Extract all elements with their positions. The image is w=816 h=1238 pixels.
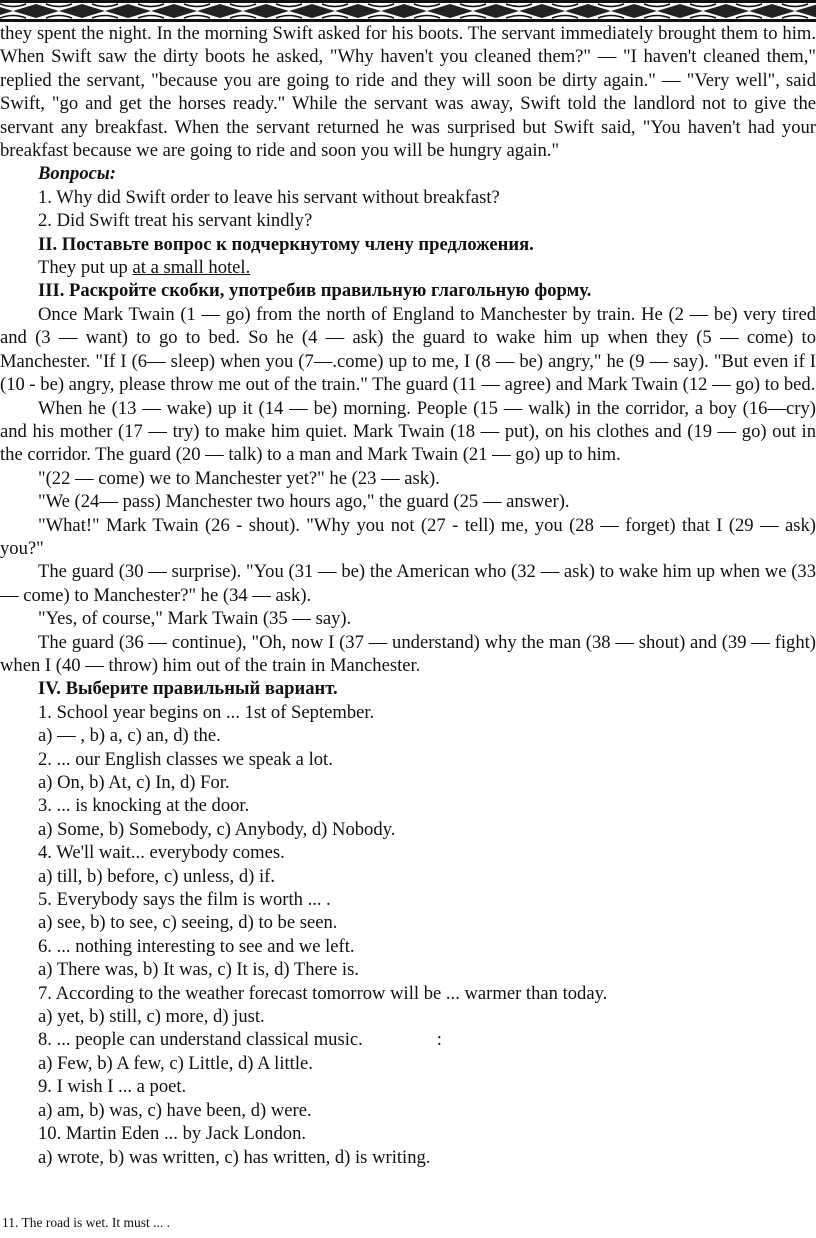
underlined-phrase: at a small hotel.	[132, 257, 251, 279]
choice-options: a) Some, b) Somebody, c) Anybody, d) Nobody.	[38, 818, 396, 840]
border-pattern	[0, 0, 816, 22]
choice-question: 5. Everybody says the film is worth ... .	[38, 889, 331, 911]
section-2-sentence	[0, 256, 816, 279]
choice-question: 10. Martin Eden ... by Jack London.	[38, 1123, 307, 1145]
choice-options: a) am, b) was, c) have been, d) were.	[38, 1099, 312, 1121]
choice-options: a) On, b) At, c) In, d) For.	[38, 772, 230, 793]
exercise-paragraph-1: Once Mark Twain (1 — go) from the north of England to Manchester by train. He (2 — be) very tired and (3 — want) to go to bed. So he (4 — ask) the guard to wake him up when they (5 — come) to Manchester. "If I (6— sleep) when you (7—.come) up to me, I (8 — be) angry," he (9 — say). "But even if I (10 - be) angry, please throw me out of the train." The guard (11 — agree) and Mark Twain (12 — go) to bed.	[0, 303, 816, 396]
decorative-top-border	[0, 0, 816, 22]
choice-question-11: 11. The road is wet. It must ... .	[2, 1215, 170, 1230]
choice-question: 7. According to the weather forecast tomorrow will be ... warmer than today.	[38, 982, 608, 1004]
choice-options: a) wrote, b) was written, c) has written, d) is writing.	[38, 1146, 431, 1168]
choice-question-with-colon	[0, 1028, 816, 1051]
questions-heading	[0, 162, 816, 185]
exercise-paragraph-2: When he (13 — wake) up it (14 — be) morning. People (15 — walk) in the corridor, a boy (16—cry) and his mother (17 — try) to make him quiet. Mark Twain (18 — put), on his clothes and (19 — go) out in the corridor. The guard (20 — talk) to a man and Mark Twain (21 — go) up to him.	[0, 397, 816, 466]
story-continuation: they spent the night. In the morning Swift asked for his boots. The servant immediately brought them to him. When Swift saw the dirty boots he asked, "Why haven't you cleaned them?" — "I haven't cleaned them," replied the servant, "because you are going to ride and they will soon be dirty again." — "Very well", said Swift, "go and get the horses ready." While the servant was away, Swift told the landlord not to give the servant any breakfast. When the servant returned he was surprised but Swift said, "You haven't had your breakfast because we are going to ride and soon you will be hungry again."	[0, 23, 816, 162]
section-4-heading: IV. Выберите правильный вариант.	[38, 678, 338, 700]
section-2-heading: II. Поставьте вопрос к подчеркнутому члену предложения.	[38, 233, 534, 255]
choice-list	[0, 701, 816, 1169]
questions-heading-text: Вопросы:	[38, 163, 116, 185]
exercise-paragraph-6: The guard (30 — surprise). "You (31 — be) the American who (32 — ask) to wake him up when we (33 — come) to Manchester?" he (34 — ask).	[0, 561, 816, 606]
choice-options: a) There was, b) It was, c) It is, d) There is.	[38, 959, 359, 981]
section-3-heading: III. Раскройте скобки, употребив правильную глагольную форму.	[38, 280, 592, 302]
section-2-sentence-start: They put up	[38, 257, 133, 279]
exercise-paragraph-8: The guard (36 — continue), "Oh, now I (37 — understand) why the man (38 — shout) and (39 — fight) when I (40 — throw) him out of the train in Manchester.	[0, 631, 816, 676]
exercise-paragraph-4: "We (24— pass) Manchester two hours ago," the guard (25 — answer).	[38, 491, 570, 513]
exercise-paragraph-5: "What!" Mark Twain (26 - shout). "Why you not (27 - tell) me, you (28 — forget) that I (29 — ask) you?"	[0, 514, 816, 559]
question-2: 2. Did Swift treat his servant kindly?	[38, 210, 313, 232]
exercise-paragraph-3: "(22 — come) we to Manchester yet?" he (23 — ask).	[38, 467, 440, 489]
choice-options: a) — , b) a, c) an, d) the.	[38, 725, 221, 747]
choice-options: a) Few, b) A few, c) Little, d) A little.	[38, 1052, 313, 1074]
exercise-paragraph-7: "Yes, of course," Mark Twain (35 — say).	[38, 608, 352, 630]
choice-question: 2. ... our English classes we speak a lot.	[38, 748, 333, 770]
worksheet-body	[0, 22, 816, 1169]
choice-question: 4. We'll wait... everybody comes.	[38, 842, 285, 864]
stray-colon: :	[436, 1029, 442, 1051]
choice-question: 8. ... people can understand classical music.	[38, 1029, 363, 1051]
choice-question: 6. ... nothing interesting to see and we left.	[38, 935, 355, 957]
choice-question: 3. ... is knocking at the door.	[38, 795, 250, 817]
choice-options: a) yet, b) still, c) more, d) just.	[38, 1006, 265, 1028]
choice-options: a) see, b) to see, c) seeing, d) to be seen.	[38, 912, 338, 934]
choice-question: 1. School year begins on ... 1st of September.	[38, 701, 375, 723]
question-1: 1. Why did Swift order to leave his servant without breakfast?	[38, 186, 500, 208]
choice-options: a) till, b) before, c) unless, d) if.	[38, 865, 275, 887]
choice-question: 9. I wish I ... a poet.	[38, 1076, 187, 1098]
